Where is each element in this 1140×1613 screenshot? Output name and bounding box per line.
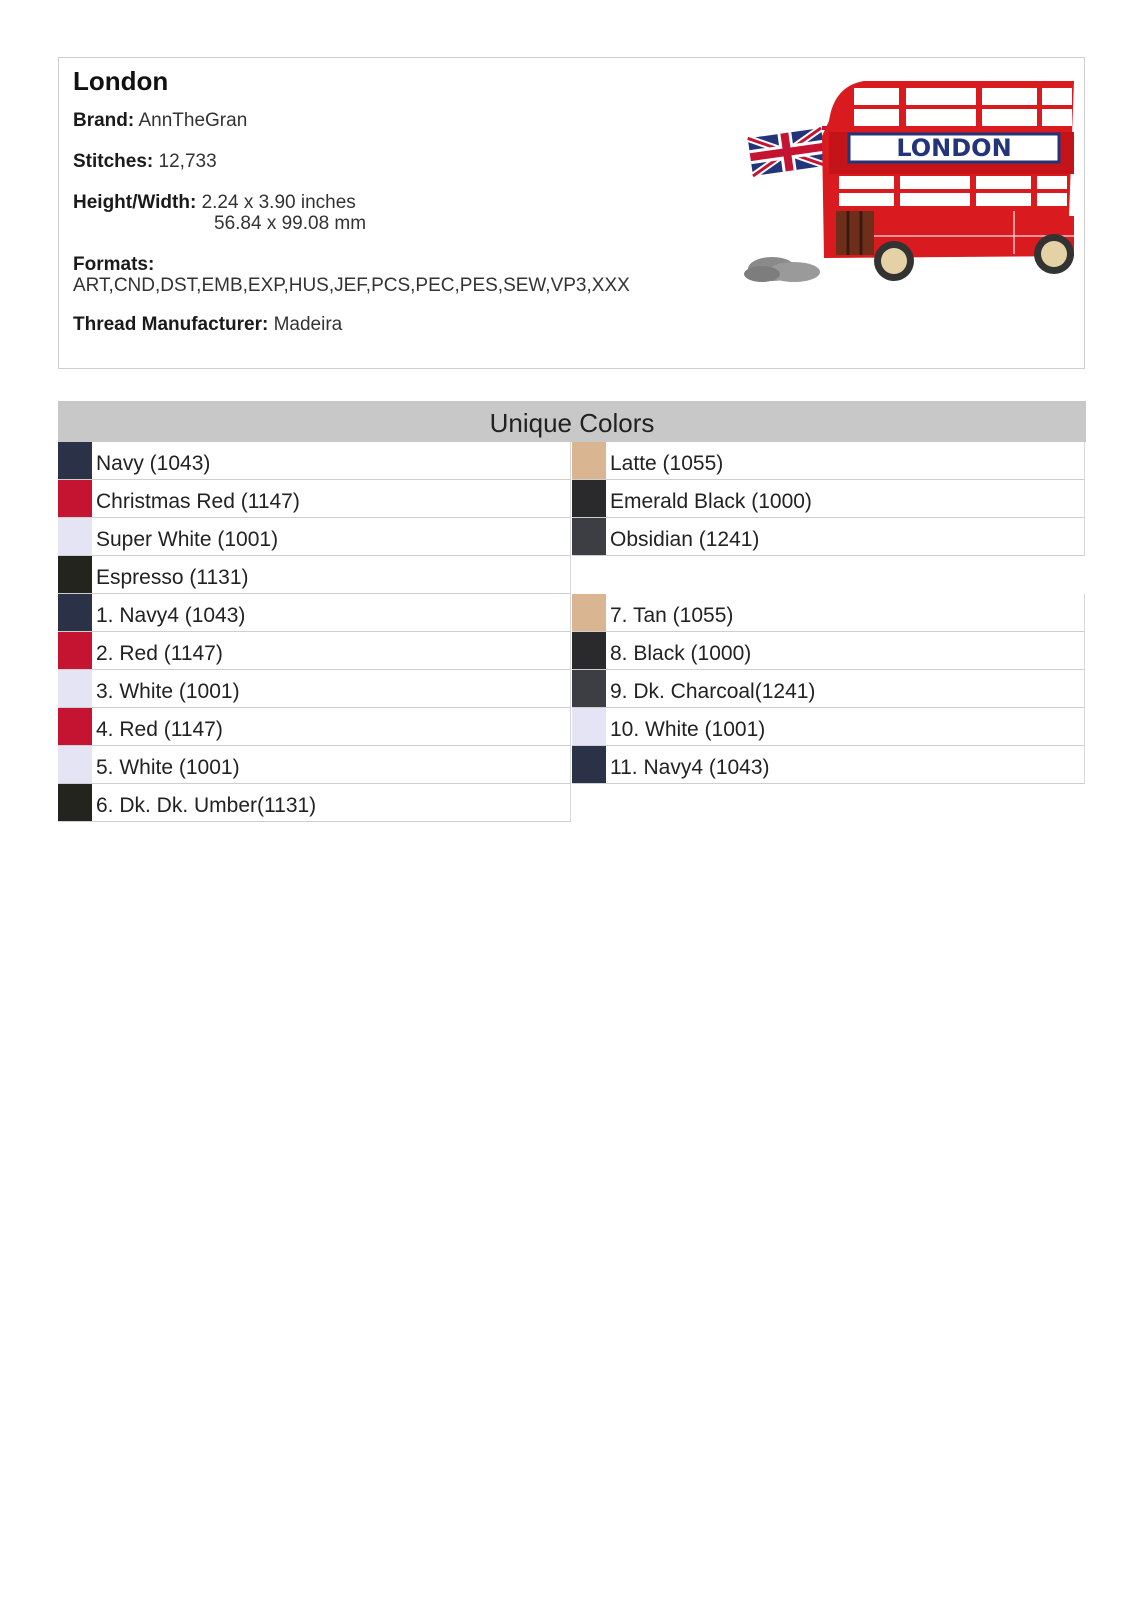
formats-row xyxy=(73,254,683,296)
sequence-cell xyxy=(58,708,571,746)
color-cell xyxy=(58,518,571,556)
formats-label: Formats: xyxy=(73,254,155,275)
color-cell xyxy=(58,480,571,518)
color-label: Latte (1055) xyxy=(610,452,724,475)
thread-value: Madeira xyxy=(273,314,343,335)
color-swatch xyxy=(58,518,92,555)
color-swatch xyxy=(58,594,92,631)
color-swatch xyxy=(572,594,606,631)
color-label: Navy (1043) xyxy=(96,452,211,475)
color-label: Obsidian (1241) xyxy=(610,528,760,551)
color-swatch xyxy=(58,784,92,821)
sequence-cell xyxy=(58,746,571,784)
stitches-value: 12,733 xyxy=(158,151,217,172)
sequence-label: 5. White (1001) xyxy=(96,756,240,779)
sequence-label: 9. Dk. Charcoal(1241) xyxy=(610,680,816,703)
color-cell xyxy=(58,556,571,594)
color-swatch xyxy=(58,632,92,669)
color-swatch xyxy=(58,480,92,517)
color-swatch xyxy=(58,746,92,783)
sequence-label: 7. Tan (1055) xyxy=(610,604,734,627)
sequence-cell xyxy=(572,670,1085,708)
color-swatch xyxy=(572,442,606,479)
sequence-cell xyxy=(58,632,571,670)
stitches-row xyxy=(73,151,683,172)
sequence-label: 8. Black (1000) xyxy=(610,642,752,665)
color-label: Christmas Red (1147) xyxy=(96,490,300,513)
color-label: Super White (1001) xyxy=(96,528,279,551)
unique-colors-table xyxy=(58,401,1086,842)
color-cell xyxy=(572,480,1085,518)
sequence-cell xyxy=(572,708,1085,746)
color-cell xyxy=(572,442,1085,480)
brand-label: Brand: xyxy=(73,110,135,131)
sequence-label: 1. Navy4 (1043) xyxy=(96,604,246,627)
sequence-label: 6. Dk. Dk. Umber(1131) xyxy=(96,794,317,817)
sequence-cell xyxy=(58,670,571,708)
london-bus-illustration xyxy=(714,66,1074,296)
sequence-label: 4. Red (1147) xyxy=(96,718,223,741)
height-width-inches: 2.24 x 3.90 inches xyxy=(201,192,356,213)
sequence-cell xyxy=(58,594,571,632)
design-details xyxy=(73,66,683,355)
color-label: Espresso (1131) xyxy=(96,566,249,589)
sequence-cell xyxy=(572,746,1085,784)
sequence-cell xyxy=(572,632,1085,670)
smoke-cloud xyxy=(744,257,820,282)
thread-row xyxy=(73,314,683,335)
color-swatch xyxy=(572,518,606,555)
color-swatch xyxy=(58,670,92,707)
color-swatch xyxy=(572,480,606,517)
design-title: London xyxy=(73,66,169,96)
sequence-cell xyxy=(58,784,571,822)
bus-sign-text: LONDON xyxy=(896,134,1012,162)
design-info-panel xyxy=(58,57,1085,369)
brand-row xyxy=(73,110,683,131)
height-width-label: Height/Width: xyxy=(73,192,197,213)
height-width-row xyxy=(73,192,683,234)
color-swatch xyxy=(58,556,92,593)
color-swatch xyxy=(572,746,606,783)
sequence-label: 10. White (1001) xyxy=(610,718,766,741)
sequence-label: 11. Navy4 (1043) xyxy=(610,756,770,779)
color-cell xyxy=(58,442,571,480)
color-swatch xyxy=(58,708,92,745)
bus-body xyxy=(822,81,1074,258)
color-grid xyxy=(58,442,1086,842)
color-swatch xyxy=(572,670,606,707)
color-cell xyxy=(572,518,1085,556)
color-swatch xyxy=(58,442,92,479)
formats-value: ART,CND,DST,EMB,EXP,HUS,JEF,PCS,PEC,PES,SEW,VP3,XXX xyxy=(73,275,630,296)
brand-value: AnnTheGran xyxy=(138,110,248,131)
sequence-label: 3. White (1001) xyxy=(96,680,240,703)
height-width-mm: 56.84 x 99.08 mm xyxy=(214,213,367,234)
unique-colors-header: Unique Colors xyxy=(58,401,1086,442)
color-label: Emerald Black (1000) xyxy=(610,490,812,513)
stitches-label: Stitches: xyxy=(73,151,154,172)
sequence-label: 2. Red (1147) xyxy=(96,642,223,665)
sequence-cell xyxy=(572,594,1085,632)
thread-label: Thread Manufacturer: xyxy=(73,314,269,335)
color-swatch xyxy=(572,708,606,745)
color-swatch xyxy=(572,632,606,669)
